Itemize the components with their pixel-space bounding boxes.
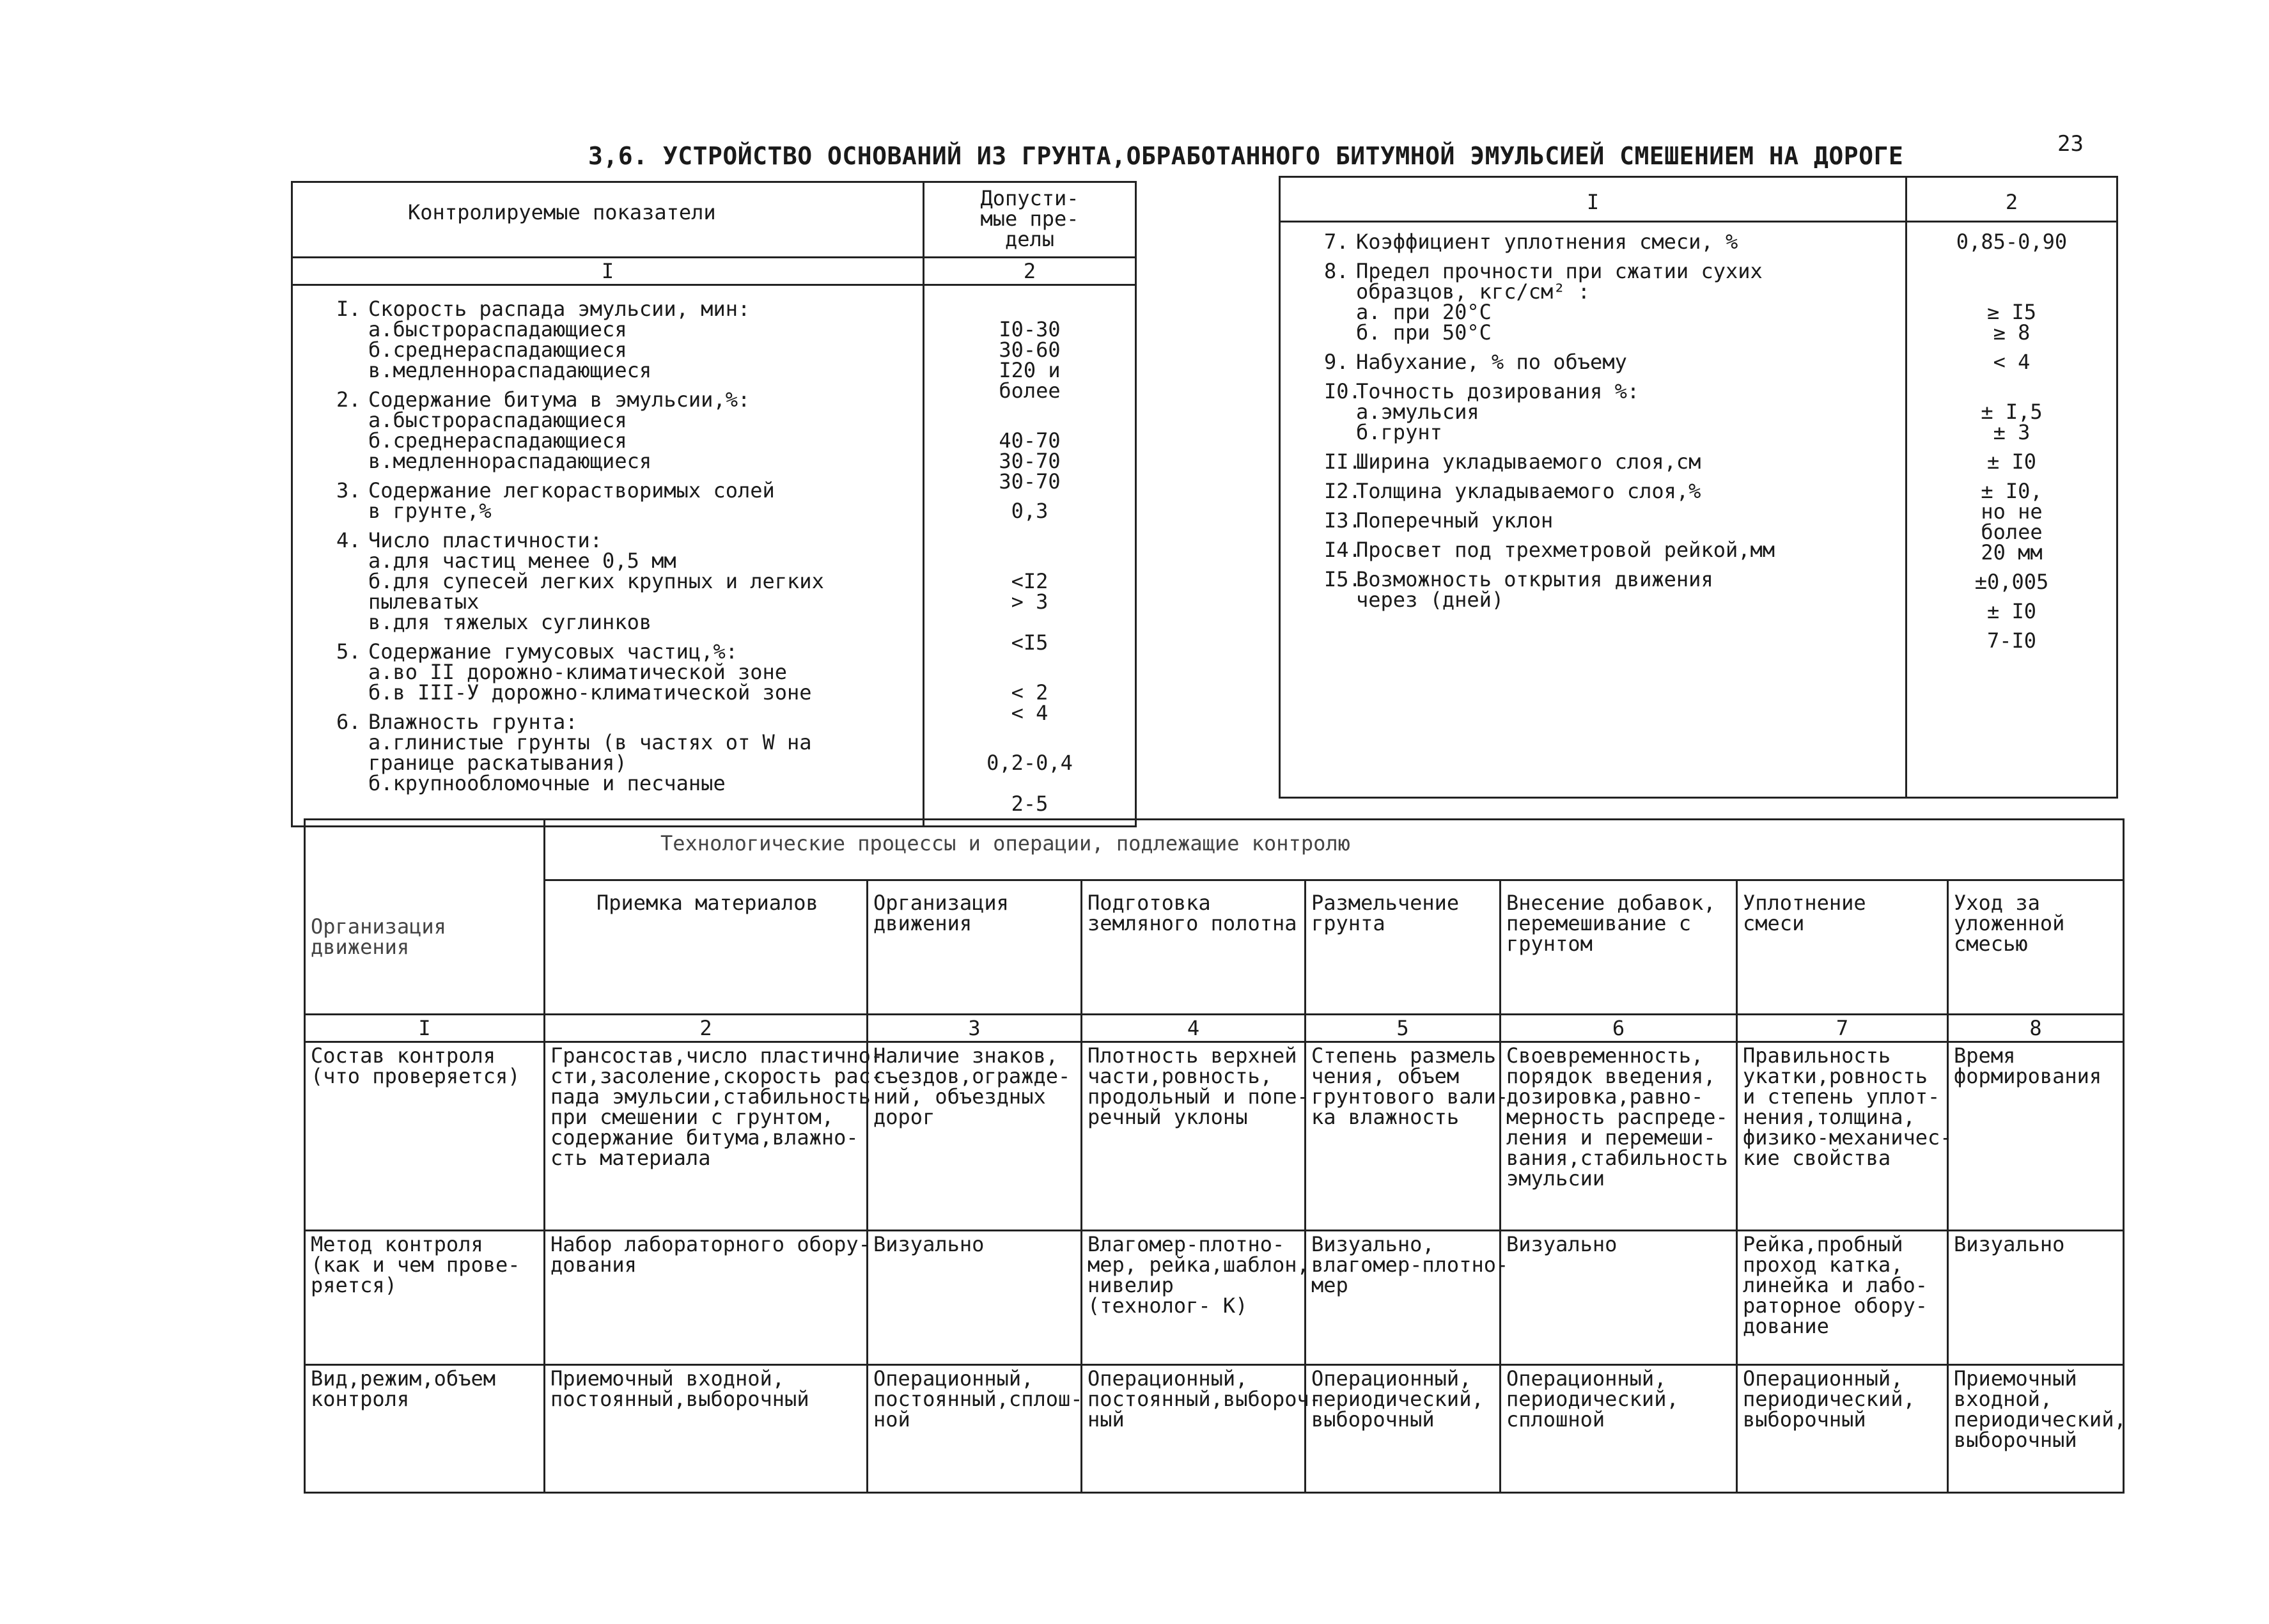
- control-cell-line: продольный и попе-: [1088, 1084, 1309, 1109]
- left-row-line: в.медленнораспадающиеся: [368, 358, 652, 382]
- control-cell-line: дозировка,равно-: [1506, 1084, 1704, 1109]
- left-row-line: б.среднераспадающиеся: [368, 338, 627, 362]
- left-row-number: 2.: [336, 387, 361, 412]
- column-header-line: Приемка материалов: [596, 891, 818, 915]
- column-number: 5: [1306, 1015, 1501, 1042]
- left-row-line: а.для частиц менее 0,5 мм: [368, 549, 676, 573]
- control-cell-line: дование: [1743, 1314, 1829, 1338]
- control-cell-line: дорог: [873, 1105, 935, 1129]
- right-row: [1286, 381, 1900, 442]
- control-cell: [1082, 1042, 1309, 1231]
- control-cell-line: периодический,: [1954, 1407, 2126, 1432]
- column-header: [868, 880, 1082, 1015]
- control-cell-line: выборочный: [1311, 1407, 1435, 1432]
- control-cell-line: Правильность: [1743, 1043, 1891, 1068]
- column-header-line: Внесение добавок,: [1506, 891, 1716, 915]
- control-cell: [1948, 1042, 2124, 1231]
- control-cell-line: грунтового вали-: [1311, 1084, 1509, 1109]
- right-row-line: Просвет под трехметровой рейкой,мм: [1356, 538, 1775, 562]
- control-cell: [1501, 1231, 1737, 1365]
- row-label-line: ряется): [311, 1273, 397, 1297]
- right-header-2: 2: [1906, 177, 2117, 222]
- control-cell: [1082, 1365, 1322, 1493]
- control-cell-line: Визуально,: [1311, 1232, 1435, 1256]
- right-rows: [1286, 231, 1900, 610]
- right-row-text: [1356, 540, 1900, 560]
- right-row-values: [1912, 481, 2111, 563]
- control-cell: [545, 1042, 884, 1231]
- control-cell-line: сплошной: [1506, 1407, 1605, 1432]
- column-number: 4: [1082, 1015, 1306, 1042]
- column-number: 3: [868, 1015, 1082, 1042]
- right-row-line: Точность дозирования %:: [1356, 379, 1640, 403]
- right-row-value: ± 3: [1993, 420, 2031, 444]
- control-cell-line: Приемочный: [1954, 1366, 2077, 1391]
- right-row: [1286, 540, 1900, 560]
- right-row-value: ± I0,: [1981, 479, 2043, 503]
- right-row-line: б.грунт: [1356, 420, 1442, 444]
- right-row: [1286, 510, 1900, 531]
- left-header-indicators: Контролируемые показатели: [292, 182, 924, 258]
- control-cell-line: мер, рейка,шаблон,: [1088, 1253, 1309, 1277]
- left-row-value: 30-70: [999, 469, 1061, 494]
- left-row-line: а.быстрораспадающиеся: [368, 408, 627, 432]
- right-row-value: более: [1981, 520, 2043, 544]
- control-cell-line: кие свойства: [1743, 1146, 1891, 1170]
- left-row: [298, 530, 917, 632]
- control-cell-line: постоянный,сплош-: [873, 1387, 1083, 1411]
- control-cell-line: сть материала: [550, 1146, 711, 1170]
- left-row-line: б.в III-У дорожно-климатической зоне: [368, 680, 812, 705]
- control-cell-line: укатки,ровность: [1743, 1064, 1928, 1088]
- column-header-line: уложенной: [1954, 911, 2065, 935]
- left-row-value: I20 и: [999, 358, 1061, 382]
- control-cell-line: ний, объездных: [873, 1084, 1046, 1109]
- right-row-text: [1356, 451, 1900, 472]
- left-row-value: [930, 521, 1130, 542]
- right-row-number: I4.: [1324, 538, 1361, 562]
- control-cell-line: периодический,: [1311, 1387, 1484, 1411]
- column-number: I: [305, 1015, 545, 1042]
- column-header: [1948, 880, 2124, 1015]
- control-cell-line: Визуально: [1506, 1232, 1618, 1256]
- right-row-value: ≥ I5: [1986, 300, 2037, 324]
- left-row-text: [368, 299, 917, 380]
- left-header-limits: [924, 182, 1136, 258]
- control-cell-line: и степень уплот-: [1743, 1084, 1940, 1109]
- left-row-values: [930, 662, 1130, 723]
- control-cell-line: речный уклоны: [1088, 1105, 1248, 1129]
- left-row-value: [930, 410, 1130, 430]
- control-cell: [1082, 1231, 1309, 1365]
- control-cell-line: дования: [550, 1253, 637, 1277]
- left-row-number: 6.: [336, 710, 361, 734]
- control-cell-line: чения, объем: [1311, 1064, 1460, 1088]
- left-header-limits-lines: [930, 188, 1130, 249]
- control-cell-line: сти,засоление,скорость рас-: [550, 1064, 884, 1088]
- process-control-table: [304, 818, 2125, 1494]
- control-cell-line: содержание битума,влажно-: [550, 1125, 859, 1150]
- left-row: [298, 480, 917, 521]
- left-row-line: а.во II дорожно-климатической зоне: [368, 660, 788, 684]
- column-header-line: перемешивание с: [1506, 911, 1691, 935]
- control-cell-line: вания,стабильность: [1506, 1146, 1728, 1170]
- row-header-line: Организация: [311, 914, 446, 939]
- control-cell-line: Рейка,пробный: [1743, 1232, 1903, 1256]
- right-row-line: образцов, кгс/см² :: [1356, 279, 1591, 304]
- right-row: [1286, 261, 1900, 343]
- right-row-values: [1912, 261, 2111, 343]
- control-cell-line: ления и перемеши-: [1506, 1125, 1716, 1150]
- control-cell-line: линейка и лабо-: [1743, 1273, 1928, 1297]
- left-row-number: 4.: [336, 528, 361, 552]
- left-values: [930, 299, 1130, 814]
- control-cell-line: постоянный,выборочный: [550, 1387, 809, 1411]
- control-cell-line: выборочный: [1743, 1407, 1866, 1432]
- control-cell-line: эмульсии: [1506, 1166, 1605, 1191]
- left-row-values: [930, 410, 1130, 492]
- left-row-value: <I5: [1011, 630, 1049, 655]
- control-cell-line: периодический,: [1743, 1387, 1915, 1411]
- left-row: [298, 712, 917, 793]
- left-body-indicators: [292, 285, 924, 827]
- control-cell-line: периодический,: [1506, 1387, 1679, 1411]
- right-row-text: [1356, 481, 1900, 501]
- control-cell: [1306, 1365, 1501, 1493]
- control-cell-line: постоянный,выбороч-: [1088, 1387, 1322, 1411]
- control-cell-line: ный: [1088, 1407, 1125, 1432]
- control-cell: [1948, 1231, 2124, 1365]
- control-cell-line: мерность распреде-: [1506, 1105, 1728, 1129]
- column-header-line: грунта: [1311, 911, 1385, 935]
- column-header-line: смеси: [1743, 911, 1805, 935]
- right-row: [1286, 481, 1900, 501]
- right-row-text: [1356, 352, 1900, 372]
- row-label-line: (что проверяется): [311, 1064, 520, 1088]
- right-row-value: 0,85-0,90: [1956, 230, 2068, 254]
- column-header-line: грунтом: [1506, 932, 1593, 956]
- left-row-line: Содержание битума в эмульсии,%:: [368, 387, 751, 412]
- right-row-values: [1912, 352, 2111, 372]
- left-row-line: Содержание легкорастворимых солей: [368, 478, 775, 503]
- row-label-line: Вид,режим,объем: [311, 1366, 495, 1391]
- right-row-line: Коэффициент уплотнения смеси, %: [1356, 230, 1738, 254]
- left-rows: [298, 299, 917, 793]
- control-cell-line: пада эмульсии,стабильность: [550, 1084, 871, 1109]
- left-row-value: 30-70: [999, 449, 1061, 473]
- left-row-line: б.крупнообломочные и песчаные: [368, 771, 726, 795]
- column-header-line: движения: [873, 911, 972, 935]
- left-row-text: [368, 712, 917, 793]
- right-row-value: ≥ 8: [1993, 320, 2031, 345]
- right-row-text: [1356, 381, 1900, 442]
- control-cell: [545, 1365, 868, 1493]
- right-row-text: [1356, 510, 1900, 531]
- control-cell-line: физико-механичес-: [1743, 1125, 1953, 1150]
- right-row-value: 20 мм: [1981, 540, 2043, 565]
- left-number-1: I: [292, 258, 924, 285]
- column-header: [1306, 880, 1501, 1015]
- right-row-text: [1356, 569, 1900, 610]
- control-cell: [545, 1231, 871, 1365]
- control-cell: [868, 1042, 1082, 1231]
- control-cell-line: влагомер-плотно-: [1311, 1253, 1509, 1277]
- super-header: Технологические процессы и операции, подлежащие контролю: [545, 820, 2124, 880]
- right-row-line: Возможность открытия движения: [1356, 567, 1713, 591]
- control-cell-line: раторное обору-: [1743, 1293, 1928, 1318]
- page-number: 23: [2057, 131, 2084, 157]
- left-row-line: Влажность грунта:: [368, 710, 578, 734]
- column-header: [545, 880, 868, 1015]
- column-number: 7: [1737, 1015, 1948, 1042]
- left-row-line: в.медленнораспадающиеся: [368, 449, 652, 473]
- column-header-line: Уход за: [1954, 891, 2040, 915]
- control-cell-line: Влагомер-плотно-: [1088, 1232, 1285, 1256]
- control-cell-line: порядок введения,: [1506, 1064, 1716, 1088]
- right-row-value: ± I,5: [1981, 400, 2043, 424]
- left-row-text: [368, 480, 917, 521]
- right-row-value: < 4: [1993, 350, 2031, 374]
- column-header: [1737, 880, 1948, 1015]
- right-row-values: [1912, 381, 2111, 442]
- right-row-number: I2.: [1324, 479, 1361, 503]
- right-row-number: 9.: [1324, 350, 1349, 374]
- left-number-2: 2: [924, 258, 1136, 285]
- left-row-value: [930, 773, 1130, 793]
- control-cell: [1737, 1365, 1948, 1493]
- left-row-line: Содержание гумусовых частиц,%:: [368, 639, 738, 664]
- left-row-text: [368, 389, 917, 471]
- row-header: [311, 916, 538, 957]
- control-cell-line: части,ровность,: [1088, 1064, 1272, 1088]
- row-label-line: (как и чем прове-: [311, 1253, 520, 1277]
- left-row-values: [930, 501, 1130, 542]
- left-header-limits-line: мые пре-: [980, 207, 1079, 231]
- right-row-number: 8.: [1324, 259, 1349, 283]
- left-row-line: Скорость распада эмульсии, мин:: [368, 297, 751, 321]
- left-row-value: < 4: [1011, 701, 1049, 725]
- left-row-line: пылеватых: [368, 589, 480, 614]
- control-cell-line: Время: [1954, 1043, 2016, 1068]
- right-row-number: I5.: [1324, 567, 1361, 591]
- right-row-value: [1912, 261, 2111, 281]
- left-row-line: в грунте,%: [368, 499, 492, 523]
- control-cell-line: Степень размель: [1311, 1043, 1496, 1068]
- control-cell-line: проход катка,: [1743, 1253, 1903, 1277]
- left-row-value: <I2: [1011, 569, 1049, 593]
- control-cell-line: мер: [1311, 1273, 1348, 1297]
- control-cell-line: нения,толщина,: [1743, 1105, 1915, 1129]
- column-header-line: Уплотнение: [1743, 891, 1866, 915]
- left-row-line: б.для супесей легких крупных и легких: [368, 569, 824, 593]
- right-row-values: [1912, 451, 2111, 472]
- left-row-number: 3.: [336, 478, 361, 503]
- control-cell-line: Визуально: [1954, 1232, 2065, 1256]
- left-row-text: [368, 530, 917, 632]
- page-title: 3,6. УСТРОЙСТВО ОСНОВАНИЙ ИЗ ГРУНТА,ОБРАБОТАННОГО БИТУМНОЙ ЭМУЛЬСИЕЙ СМЕШЕНИЕМ НА ДОРОГЕ: [588, 142, 1904, 170]
- right-body-values: [1906, 222, 2117, 798]
- column-number: 8: [1948, 1015, 2124, 1042]
- control-cell-line: Своевременность,: [1506, 1043, 1704, 1068]
- left-header-limits-line: Допусти-: [980, 186, 1079, 210]
- left-row-value: [930, 732, 1130, 753]
- left-row-line: б.среднераспадающиеся: [368, 428, 627, 453]
- row-label-line: Метод контроля: [311, 1232, 483, 1256]
- left-row-line: а.быстрораспадающиеся: [368, 317, 627, 341]
- row-header-cell: [305, 820, 545, 1015]
- column-header-line: Подготовка: [1088, 891, 1211, 915]
- column-header-line: земляного полотна: [1088, 911, 1297, 935]
- control-cell-line: Наличие знаков,: [873, 1043, 1058, 1068]
- left-row-line: в.для тяжелых суглинков: [368, 610, 652, 634]
- left-row-values: [930, 550, 1130, 653]
- left-row-value: более: [999, 379, 1061, 403]
- column-number: 6: [1501, 1015, 1737, 1042]
- left-header-limits-line: делы: [1004, 227, 1055, 251]
- right-header-1: I: [1280, 177, 1906, 222]
- row-label: [305, 1365, 545, 1493]
- column-header: [1082, 880, 1306, 1015]
- left-row-value: [930, 299, 1130, 319]
- right-row: [1286, 451, 1900, 472]
- control-cell: [868, 1231, 1082, 1365]
- column-header-line: смесью: [1954, 932, 2028, 956]
- control-cell-line: Операционный,: [1506, 1366, 1667, 1391]
- left-row-value: > 3: [1011, 589, 1049, 614]
- column-header-line: Размельчение: [1311, 891, 1460, 915]
- left-row-values: [930, 732, 1130, 814]
- right-row: [1286, 231, 1900, 252]
- left-row-value: 30-60: [999, 338, 1061, 362]
- left-row-number: I.: [336, 297, 361, 321]
- left-row: [298, 389, 917, 471]
- left-row: [298, 299, 917, 380]
- control-cell-line: Операционный,: [1743, 1366, 1903, 1391]
- left-row-value: [930, 612, 1130, 632]
- left-row-value: 0,2-0,4: [986, 751, 1073, 775]
- right-row-value: ± I0: [1986, 449, 2037, 474]
- right-values: [1912, 231, 2111, 671]
- left-row-values: [930, 299, 1130, 401]
- left-row-value: [930, 662, 1130, 682]
- row-label-line: контроля: [311, 1387, 410, 1411]
- right-row-values: [1912, 601, 2111, 621]
- control-cell: [1501, 1365, 1737, 1493]
- right-row-value: ± I0: [1986, 599, 2037, 623]
- right-row-line: Толщина укладываемого слоя,%: [1356, 479, 1701, 503]
- control-cell-line: выборочный: [1954, 1428, 2077, 1452]
- column-header-line: Организация: [873, 891, 1009, 915]
- right-indicators-table: [1279, 176, 2118, 799]
- control-cell: [1306, 1042, 1509, 1231]
- column-header: [1501, 880, 1737, 1015]
- control-cell-line: Набор лабораторного обору-: [550, 1232, 871, 1256]
- row-label: [305, 1231, 545, 1365]
- right-row-value: [1912, 381, 2111, 402]
- control-cell-line: (технолог- К): [1088, 1293, 1248, 1318]
- row-label: [305, 1042, 545, 1231]
- right-row-value: ±0,005: [1974, 570, 2049, 594]
- right-row-values: [1912, 231, 2111, 252]
- control-cell-line: Визуально: [873, 1232, 985, 1256]
- left-body-values: [924, 285, 1136, 827]
- left-row-value: 2-5: [1011, 792, 1049, 816]
- right-row-values: [1912, 572, 2111, 592]
- left-row: [298, 641, 917, 703]
- right-row-number: I3.: [1324, 508, 1361, 533]
- control-cell: [868, 1365, 1082, 1493]
- control-cell: [1501, 1042, 1737, 1231]
- control-cell-line: Операционный,: [1311, 1366, 1472, 1391]
- control-cell-line: Операционный,: [1088, 1366, 1248, 1391]
- control-cell-line: входной,: [1954, 1387, 2053, 1411]
- control-cell-line: Грансостав,число пластично-: [550, 1043, 884, 1068]
- control-cell-line: Операционный,: [873, 1366, 1034, 1391]
- right-row-text: [1356, 231, 1900, 252]
- control-cell: [1948, 1365, 2124, 1493]
- row-header-line: движения: [311, 935, 410, 959]
- left-row-value: I0-30: [999, 317, 1061, 341]
- right-row-value: но не: [1981, 499, 2043, 524]
- row-label-line: Состав контроля: [311, 1043, 495, 1068]
- control-cell: [1737, 1231, 1948, 1365]
- right-row-value: 7-I0: [1986, 629, 2037, 653]
- right-body-indicators: [1280, 222, 1906, 798]
- right-row-line: через (дней): [1356, 588, 1504, 612]
- right-row-line: а. при 20°С: [1356, 300, 1492, 324]
- control-cell-line: съездов,огражде-: [873, 1064, 1071, 1088]
- left-row-line: Число пластичности:: [368, 528, 603, 552]
- control-cell-line: при смешении с грунтом,: [550, 1105, 834, 1129]
- left-row-value: [930, 550, 1130, 571]
- left-row-number: 5.: [336, 639, 361, 664]
- right-row-line: а.эмульсия: [1356, 400, 1479, 424]
- control-cell-line: ной: [873, 1407, 910, 1432]
- column-number: 2: [545, 1015, 868, 1042]
- control-cell-line: Приемочный входной,: [550, 1366, 785, 1391]
- right-row-text: [1356, 261, 1900, 343]
- right-row-values: [1912, 630, 2111, 671]
- right-row-line: Поперечный уклон: [1356, 508, 1554, 533]
- right-row: [1286, 569, 1900, 610]
- left-row-line: а.глинистые грунты (в частях от W на: [368, 730, 812, 754]
- right-row-value: [1912, 281, 2111, 302]
- control-cell-line: нивелир: [1088, 1273, 1174, 1297]
- left-row-value: < 2: [1011, 680, 1049, 705]
- left-row-value: 40-70: [999, 428, 1061, 453]
- right-row-number: I0.: [1324, 379, 1361, 403]
- control-cell-line: формирования: [1954, 1064, 2102, 1088]
- control-cell: [1306, 1231, 1509, 1365]
- right-row: [1286, 352, 1900, 372]
- control-cell: [1737, 1042, 1953, 1231]
- left-row-line: границе раскатывания): [368, 751, 627, 775]
- right-row-line: Набухание, % по объему: [1356, 350, 1627, 374]
- right-row-line: Предел прочности при сжатии сухих: [1356, 259, 1763, 283]
- control-cell-line: ка влажность: [1311, 1105, 1460, 1129]
- right-row-line: б. при 50°С: [1356, 320, 1492, 345]
- right-row-line: Ширина укладываемого слоя,см: [1356, 449, 1701, 474]
- right-row-number: II.: [1324, 449, 1361, 474]
- left-row-value: 0,3: [1011, 499, 1049, 523]
- right-row-value: [1912, 651, 2111, 671]
- control-cell-line: Плотность верхней: [1088, 1043, 1297, 1068]
- left-row-text: [368, 641, 917, 703]
- right-row-number: 7.: [1324, 230, 1349, 254]
- left-indicators-table: [291, 181, 1137, 827]
